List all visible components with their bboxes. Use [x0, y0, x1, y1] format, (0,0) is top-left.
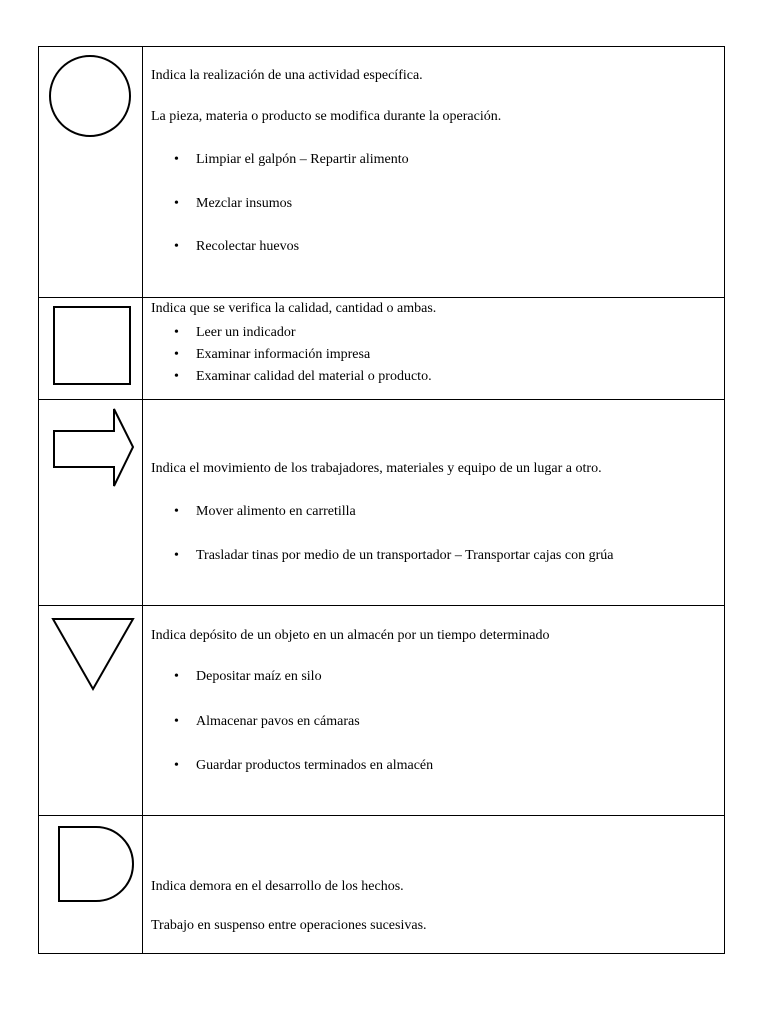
bullet-icon: • — [174, 714, 179, 729]
description-line: Trabajo en suspenso entre operaciones sucesivas. — [151, 918, 427, 933]
operation-circle-icon — [39, 47, 143, 297]
description-cell: Indica la realización de una actividad específica. La pieza, materia o producto se modifica durante la operación. • Limpiar el galpón – Repartir alimento • Mezclar insumos • Recolectar huevos — [151, 68, 502, 254]
row-inspection — [39, 297, 724, 399]
description-line: Indica demora en el desarrollo de los hechos. — [151, 879, 404, 894]
inspection-square-icon — [39, 298, 143, 400]
symbol-cell — [39, 298, 143, 399]
delay-d-shape-icon — [39, 816, 143, 954]
description-line: Indica que se verifica la calidad, cantidad o ambas. — [151, 301, 437, 316]
description-line: La pieza, materia o producto se modifica durante la operación. — [151, 109, 502, 124]
description-cell — [151, 816, 720, 953]
symbol-cell — [39, 400, 143, 605]
description-line: Indica depósito de un objeto en un almacén por un tiempo determinado — [151, 628, 550, 643]
bullet-icon: • — [174, 239, 179, 254]
bullet-icon: • — [174, 504, 179, 519]
bullet-icon: • — [174, 369, 179, 384]
description-cell: Indica que se verifica la calidad, cantidad o ambas. • Leer un indicador • Examinar información impresa • Examinar calidad del material o producto. — [151, 301, 437, 384]
description-line: Indica la realización de una actividad específica. — [151, 68, 423, 83]
symbol-cell — [39, 47, 143, 297]
symbol-cell — [39, 606, 143, 815]
row-transport — [39, 399, 724, 605]
bullet-icon: • — [174, 152, 179, 167]
symbol-cell — [39, 816, 143, 953]
bullet-icon: • — [174, 347, 179, 362]
storage-triangle-icon — [39, 606, 143, 816]
bullet-icon: • — [174, 325, 179, 340]
description-cell: Indica depósito de un objeto en un almacén por un tiempo determinado • Depositar maíz en silo • Almacenar pavos en cámaras • Guardar productos terminados en almacén — [151, 628, 550, 773]
transport-arrow-icon — [39, 400, 143, 606]
bullet-icon: • — [174, 758, 179, 773]
description-cell: Indica el movimiento de los trabajadores, materiales y equipo de un lugar a otro. • Mover alimento en carretilla • Trasladar tinas por medio de un transportador – Transportar cajas con grúa — [151, 461, 614, 563]
bullet-icon: • — [174, 669, 179, 684]
row-operation — [39, 47, 724, 297]
description-line: Indica el movimiento de los trabajadores, materiales y equipo de un lugar a otro. — [151, 461, 602, 476]
bullet-icon: • — [174, 196, 179, 211]
row-storage — [39, 605, 724, 815]
bullet-icon: • — [174, 548, 179, 563]
process-symbols-table — [38, 46, 725, 954]
row-delay — [39, 815, 724, 953]
